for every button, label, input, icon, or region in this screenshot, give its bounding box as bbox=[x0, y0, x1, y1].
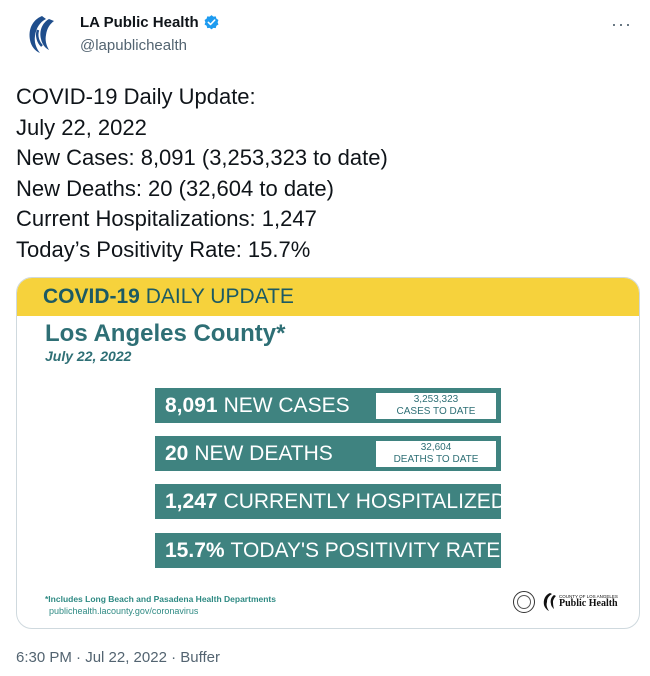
card-date: July 22, 2022 bbox=[45, 348, 132, 364]
tweet-line: Current Hospitalizations: 1,247 bbox=[16, 206, 317, 232]
public-health-mark-icon bbox=[541, 592, 557, 612]
update-banner bbox=[17, 278, 639, 316]
stat-positivity-rate bbox=[155, 533, 501, 568]
deaths-to-date-box bbox=[376, 441, 496, 467]
banner-title: DAILY UPDATE bbox=[145, 285, 294, 308]
tweet-line: Today’s Positivity Rate: 15.7% bbox=[16, 236, 311, 262]
cases-to-date-box bbox=[376, 393, 496, 419]
lapublichealth-avatar[interactable] bbox=[16, 10, 64, 58]
tweet-header bbox=[16, 10, 636, 60]
county-seal-icon bbox=[513, 591, 535, 613]
stat-hospitalized bbox=[155, 484, 506, 519]
county-title: Los Angeles County* bbox=[45, 320, 286, 347]
stat-label: NEW CASES bbox=[223, 393, 350, 417]
box-value: 3,253,323 bbox=[413, 394, 459, 405]
banner-title-bold: COVID-19 bbox=[43, 285, 140, 308]
stat-value: 1,247 bbox=[165, 489, 218, 513]
footnote-url: publichealth.lacounty.gov/coronavirus bbox=[49, 606, 199, 616]
stat-value: 8,091 bbox=[165, 393, 218, 417]
account-name[interactable]: LA Public Health bbox=[80, 14, 199, 31]
stat-label: CURRENTLY HOSPITALIZED bbox=[223, 489, 506, 513]
tweet-timestamp[interactable]: 6:30 PM · Jul 22, 2022 · Buffer bbox=[16, 649, 221, 666]
stat-new-deaths bbox=[155, 436, 501, 471]
verified-badge-icon bbox=[203, 14, 220, 31]
stat-value: 20 bbox=[165, 441, 189, 465]
tweet-line: July 22, 2022 bbox=[16, 114, 147, 140]
box-value: 32,604 bbox=[420, 442, 452, 453]
tweet-line: COVID-19 Daily Update: bbox=[16, 84, 256, 109]
public-health-logo bbox=[541, 592, 618, 612]
box-label: DEATHS TO DATE bbox=[393, 454, 479, 465]
more-options-icon[interactable]: ··· bbox=[611, 14, 632, 34]
stat-value: 15.7% bbox=[165, 538, 225, 562]
footnote: *Includes Long Beach and Pasadena Health Departments bbox=[45, 594, 276, 604]
box-label: CASES TO DATE bbox=[396, 406, 476, 417]
account-handle[interactable]: @lapublichealth bbox=[80, 37, 187, 54]
tweet-line: New Deaths: 20 (32,604 to date) bbox=[16, 175, 334, 201]
logos bbox=[513, 591, 618, 613]
tweet-line: New Cases: 8,091 (3,253,323 to date) bbox=[16, 145, 388, 171]
logo-small-text: COUNTY OF LOS ANGELES bbox=[559, 593, 618, 599]
stat-label: NEW DEATHS bbox=[194, 441, 333, 465]
stat-new-cases bbox=[155, 388, 501, 423]
stat-label: TODAY'S POSITIVITY RATE bbox=[230, 538, 501, 562]
tweet-text bbox=[16, 82, 388, 266]
logo-big-text: Public Health bbox=[559, 598, 618, 610]
covid-update-image[interactable] bbox=[16, 277, 640, 629]
